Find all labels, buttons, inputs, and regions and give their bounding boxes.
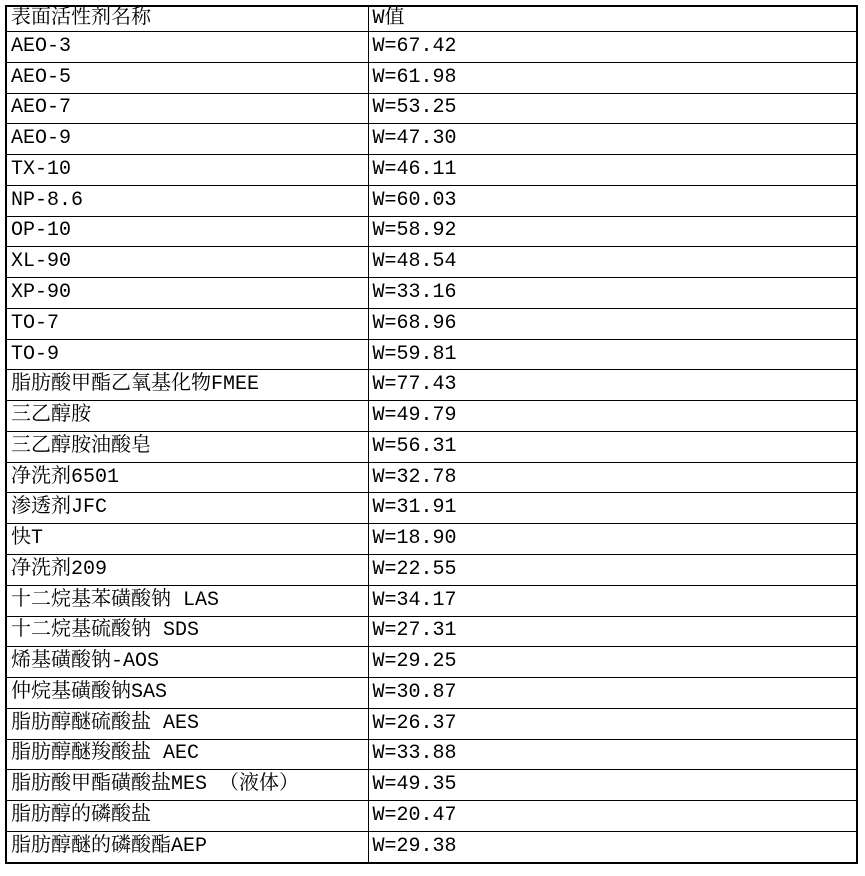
table-row: [6, 155, 857, 186]
surfactant-name-cell: OP-10: [6, 216, 368, 247]
w-value-cell: W=48.54: [368, 247, 857, 278]
w-value-cell: W=22.55: [368, 555, 857, 586]
surfactant-name-cell: 十二烷基苯磺酸钠 LAS: [6, 585, 368, 616]
w-value-cell: W=59.81: [368, 339, 857, 370]
surfactant-name-cell: AEO-7: [6, 93, 368, 124]
table-row: [6, 831, 857, 863]
w-value-cell: W=46.11: [368, 155, 857, 186]
table-row: [6, 124, 857, 155]
w-value-cell: W=53.25: [368, 93, 857, 124]
table-row: [6, 524, 857, 555]
w-value-cell: W=29.38: [368, 831, 857, 863]
w-value-cell: W=18.90: [368, 524, 857, 555]
surfactant-name-cell: XP-90: [6, 278, 368, 309]
w-value-cell: W=61.98: [368, 62, 857, 93]
w-value-cell: W=26.37: [368, 708, 857, 739]
surfactant-name-cell: AEO-5: [6, 62, 368, 93]
surfactant-name-cell: XL-90: [6, 247, 368, 278]
table-row: [6, 401, 857, 432]
surfactant-name-cell: 三乙醇胺: [6, 401, 368, 432]
table-row: [6, 462, 857, 493]
w-value-cell: W=31.91: [368, 493, 857, 524]
w-value-cell: W=67.42: [368, 32, 857, 63]
w-value-cell: W=20.47: [368, 801, 857, 832]
table-row: [6, 585, 857, 616]
surfactant-name-cell: 脂肪醇醚硫酸盐 AES: [6, 708, 368, 739]
surfactant-name-cell: TO-9: [6, 339, 368, 370]
table-row: [6, 708, 857, 739]
column-header-surfactant-name: 表面活性剂名称: [6, 6, 368, 32]
w-value-cell: W=33.88: [368, 739, 857, 770]
surfactant-name-cell: 脂肪酸甲酯磺酸盐MES （液体）: [6, 770, 368, 801]
surfactant-name-cell: 净洗剂209: [6, 555, 368, 586]
table-row: [6, 370, 857, 401]
table-row: [6, 431, 857, 462]
w-value-cell: W=60.03: [368, 185, 857, 216]
surfactant-name-cell: 快T: [6, 524, 368, 555]
surfactant-w-value-table: [5, 5, 858, 864]
table-row: [6, 308, 857, 339]
table-row: [6, 339, 857, 370]
table-row: [6, 32, 857, 63]
surfactant-name-cell: AEO-9: [6, 124, 368, 155]
w-value-cell: W=77.43: [368, 370, 857, 401]
table-row: [6, 678, 857, 709]
table-row: [6, 216, 857, 247]
table-row: [6, 93, 857, 124]
w-value-cell: W=30.87: [368, 678, 857, 709]
w-value-cell: W=68.96: [368, 308, 857, 339]
surfactant-name-cell: 渗透剂JFC: [6, 493, 368, 524]
surfactant-name-cell: 脂肪醇醚羧酸盐 AEC: [6, 739, 368, 770]
surfactant-name-cell: 三乙醇胺油酸皂: [6, 431, 368, 462]
surfactant-name-cell: AEO-3: [6, 32, 368, 63]
surfactant-name-cell: NP-8.6: [6, 185, 368, 216]
surfactant-name-cell: 仲烷基磺酸钠SAS: [6, 678, 368, 709]
table-header-row: [6, 6, 857, 32]
surfactant-name-cell: TX-10: [6, 155, 368, 186]
surfactant-name-cell: 十二烷基硫酸钠 SDS: [6, 616, 368, 647]
w-value-cell: W=47.30: [368, 124, 857, 155]
surfactant-name-cell: 脂肪醇醚的磷酸酯AEP: [6, 831, 368, 863]
w-value-cell: W=33.16: [368, 278, 857, 309]
surfactant-name-cell: 脂肪醇的磷酸盐: [6, 801, 368, 832]
w-value-cell: W=58.92: [368, 216, 857, 247]
table-row: [6, 185, 857, 216]
table-row: [6, 616, 857, 647]
w-value-cell: W=49.79: [368, 401, 857, 432]
w-value-cell: W=34.17: [368, 585, 857, 616]
w-value-cell: W=49.35: [368, 770, 857, 801]
table-row: [6, 493, 857, 524]
surfactant-name-cell: 脂肪酸甲酯乙氧基化物FMEE: [6, 370, 368, 401]
table-row: [6, 739, 857, 770]
w-value-cell: W=56.31: [368, 431, 857, 462]
table-row: [6, 62, 857, 93]
column-header-w-value: W值: [368, 6, 857, 32]
w-value-cell: W=32.78: [368, 462, 857, 493]
table-row: [6, 647, 857, 678]
table-row: [6, 770, 857, 801]
surfactant-name-cell: 烯基磺酸钠-AOS: [6, 647, 368, 678]
table-row: [6, 278, 857, 309]
surfactant-name-cell: TO-7: [6, 308, 368, 339]
surfactant-name-cell: 净洗剂6501: [6, 462, 368, 493]
w-value-cell: W=27.31: [368, 616, 857, 647]
w-value-cell: W=29.25: [368, 647, 857, 678]
table-row: [6, 555, 857, 586]
table-row: [6, 801, 857, 832]
table-row: [6, 247, 857, 278]
